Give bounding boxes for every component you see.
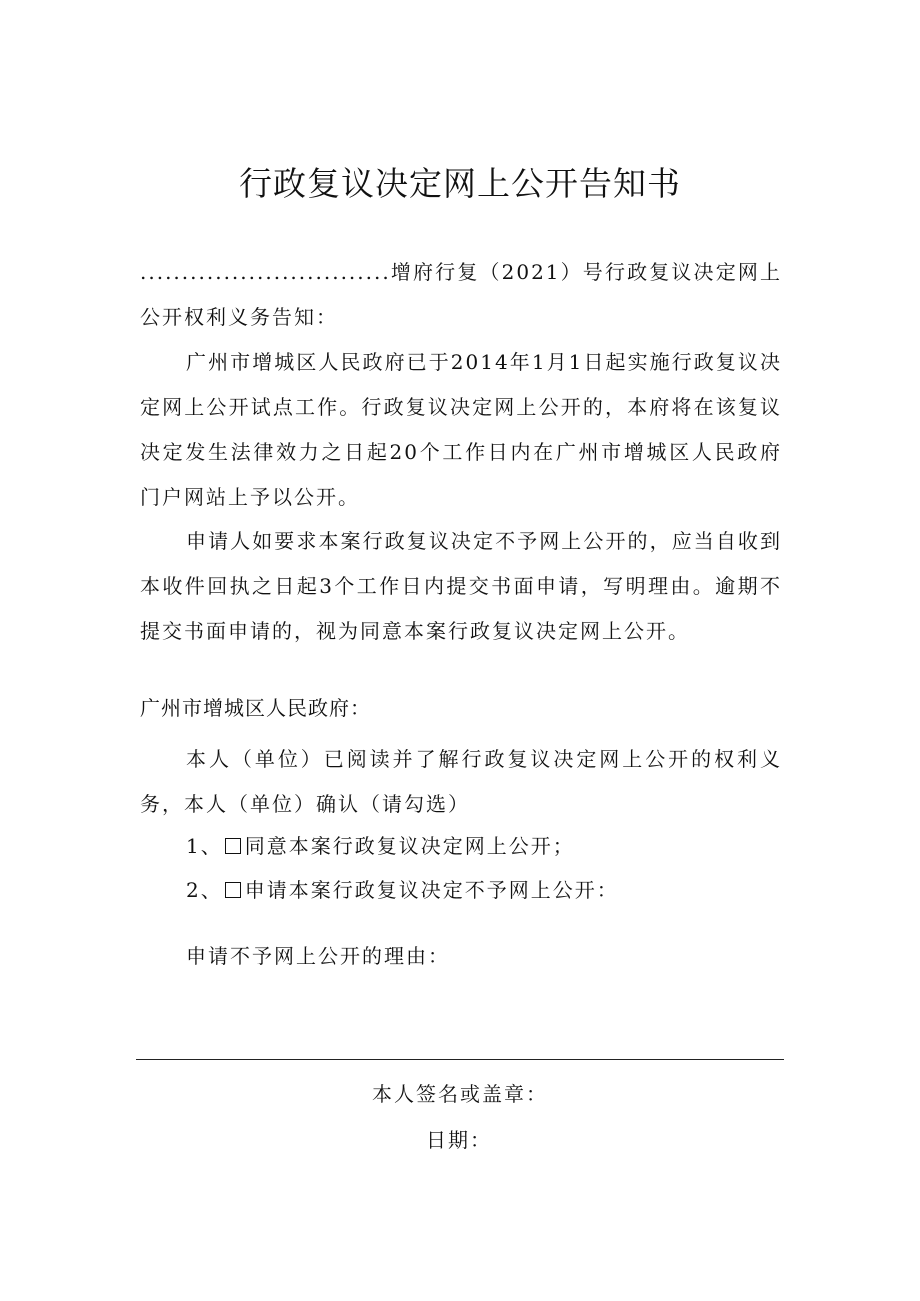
paragraph-objection-instructions: 申请人如要求本案行政复议决定不予网上公开的，应当自收到本收件回执之日起3个工作日内提交书面申请，写明理由。逾期不提交书面申请的，视为同意本案行政复议决定网上公开。 — [140, 529, 782, 643]
option-agree-publish — [186, 830, 575, 859]
document-title: 行政复议决定网上公开告知书 — [239, 164, 681, 203]
option-request-not-publish — [186, 874, 619, 903]
option-1-number: 1、 — [186, 834, 223, 858]
reason-label: 申请不予网上公开的理由： — [186, 944, 450, 968]
checkbox-agree-icon[interactable] — [225, 838, 241, 854]
reference-dots: .............................. — [140, 260, 391, 284]
paragraph-confirmation: 本人（单位）已阅读并了解行政复议决定网上公开的权利义务，本人（单位）确认（请勾选） — [140, 747, 782, 816]
reference-line — [140, 250, 782, 340]
divider-line — [136, 1059, 784, 1060]
option-2-number: 2、 — [186, 878, 223, 902]
option-1-text: 同意本案行政复议决定网上公开； — [244, 834, 575, 858]
checkbox-request-icon[interactable] — [225, 882, 241, 898]
paragraph-pilot-notice: 广州市增城区人民政府已于2014年1月1日起实施行政复议决定网上公开试点工作。行政复议决定网上公开的，本府将在该复议决定发生法律效力之日起20个工作日内在广州市增城区人民政府门户网站上予以公开。 — [140, 350, 782, 509]
option-2-text: 申请本案行政复议决定不予网上公开： — [244, 878, 619, 902]
date-label: 日期： — [426, 1128, 492, 1152]
addressee: 广州市增城区人民政府： — [140, 696, 371, 720]
reference-text: 增府行复（2021）号行政复议决定网上公开权利义务告知： — [140, 260, 782, 329]
signature-label: 本人签名或盖章： — [372, 1082, 548, 1106]
